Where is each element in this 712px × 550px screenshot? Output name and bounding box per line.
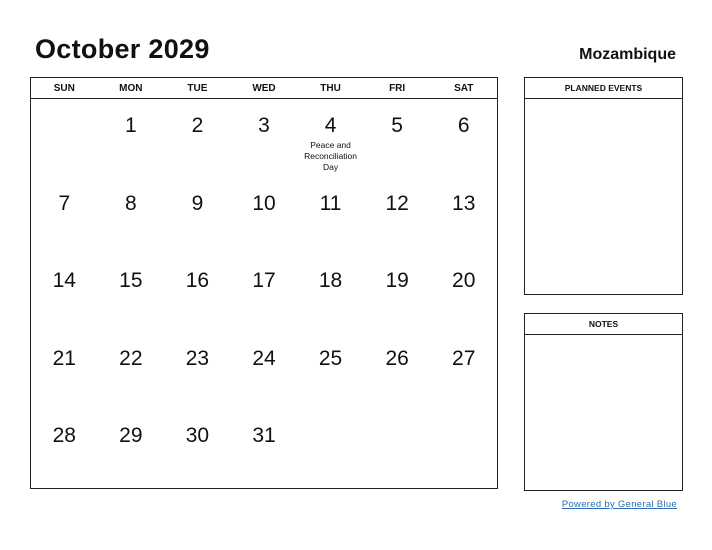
empty-day-cell [31,99,98,177]
day-number: 10 [252,191,276,215]
day-cell [31,332,98,410]
day-cell [98,254,165,332]
day-cell [364,254,431,332]
day-cell [31,254,98,332]
day-cell [98,332,165,410]
day-number: 22 [119,346,143,370]
day-cell [164,177,231,255]
day-number: 3 [258,114,270,137]
day-cell [297,177,364,255]
day-cell [164,409,231,487]
day-number: 29 [119,424,143,448]
day-number: 31 [252,424,276,448]
day-cell [231,177,298,255]
day-cell [31,177,98,255]
day-cell [364,177,431,255]
day-cell [231,254,298,332]
weekday-wed: WED [252,83,276,94]
day-number: 30 [185,424,210,448]
day-cell [164,254,231,332]
day-number: 26 [385,346,409,370]
weekday-mon: MON [119,83,143,94]
day-number: 1 [125,114,137,137]
planned-events-panel [524,77,683,295]
day-number: 27 [452,346,476,370]
weekday-header [31,78,497,99]
planned-events-title: PLANNED EVENTS [525,78,682,99]
day-cell [430,99,497,177]
calendar-grid [30,77,498,489]
day-cell [297,332,364,410]
day-cell [164,99,231,177]
day-number: 8 [125,191,137,215]
weekday-thu: THU [320,83,341,94]
day-cell [364,332,431,410]
calendar-days [31,99,497,487]
day-cell [31,409,98,487]
day-cell [430,177,497,255]
day-number: 25 [318,346,343,370]
notes-title: NOTES [525,314,682,335]
day-number: 15 [119,269,143,293]
day-cell [297,99,364,177]
day-number: 23 [185,346,210,370]
day-cell [231,332,298,410]
day-number: 4 [324,114,337,137]
empty-day-cell [297,409,364,487]
day-number: 12 [385,191,409,215]
day-number: 21 [52,346,76,370]
day-number: 13 [452,191,476,215]
weekday-tue: TUE [187,83,208,94]
day-number: 24 [252,346,276,370]
day-number: 11 [319,191,342,215]
page-title: October 2029 [35,34,210,64]
day-number: 17 [252,269,276,293]
empty-day-cell [430,409,497,487]
day-cell [98,177,165,255]
weekday-sat: SAT [454,83,474,94]
day-cell [98,409,165,487]
day-number: 6 [457,114,470,137]
day-cell [430,254,497,332]
day-number: 9 [191,191,204,215]
country-label: Mozambique [579,46,676,63]
day-number: 20 [452,269,476,293]
day-cell [364,99,431,177]
day-cell [164,332,231,410]
notes-panel [524,313,683,491]
day-cell [231,409,298,487]
empty-day-cell [364,409,431,487]
holiday-label: Peace and Reconciliation Day [304,140,358,172]
powered-by-link[interactable]: Powered by General Blue [561,499,677,510]
day-number: 5 [391,114,403,137]
day-number: 19 [385,269,409,293]
day-number: 18 [318,269,343,293]
day-number: 28 [52,424,76,448]
weekday-fri: FRI [389,83,406,94]
weekday-sun: SUN [53,83,75,94]
day-number: 16 [185,269,210,293]
day-number: 14 [52,269,76,293]
day-number: 7 [58,191,71,215]
day-cell [98,99,165,177]
day-cell [231,99,298,177]
day-cell [297,254,364,332]
day-number: 2 [191,114,204,137]
day-cell [430,332,497,410]
